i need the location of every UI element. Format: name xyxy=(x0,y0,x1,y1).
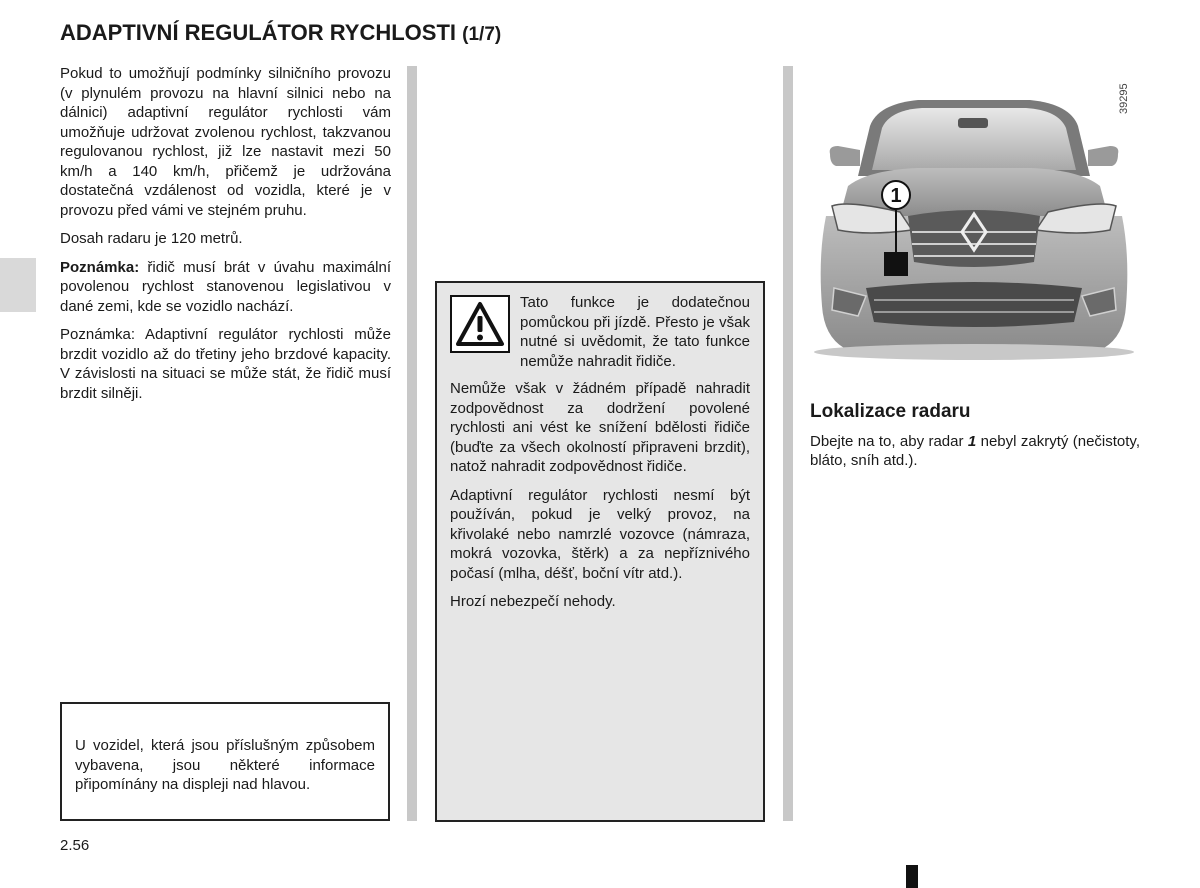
info-note-text: U vozidel, která jsou příslušným způsobem vybavena, jsou některé informace připomínány na displeji nad hlavou. xyxy=(75,737,375,793)
warning-box xyxy=(435,281,765,822)
column-divider-right xyxy=(783,66,793,821)
note-label: Poznámka: xyxy=(60,258,140,276)
figure-id-area xyxy=(1114,70,1144,114)
right-column xyxy=(810,402,1140,480)
left-column xyxy=(60,64,391,412)
figure-id: 39295 xyxy=(1118,83,1130,114)
note-text: řidič musí brát v úvahu maximální povolenou rychlost stanovenou legislativou v dané zemi, kde se vozidlo nachází. xyxy=(60,258,391,315)
intro-paragraph: Pokud to umožňují podmínky silničního provozu (v plynulém provozu na hlavní silnici nebo na dálnici) adaptivní regulátor rychlosti vám umožňuje udržovat zvolenou rychlost, takzvanou regulovanou rychlost, již lze nastavit mezi 50 km/h a 140 km/h, přičemž je udržována dostatečná vzdálenost od vozidla, které je v provozu před vámi ve stejném pruhu. xyxy=(60,65,391,219)
page-title-main: ADAPTIVNÍ REGULÁTOR RYCHLOSTI xyxy=(60,20,457,45)
warning-paragraph-2: Adaptivní regulátor rychlosti nesmí být používán, pokud je velký provoz, na křivolaké nebo namrzlé vozovce (námraza, mokrá vozovka, štěrk) a za nepříznivého počasí (mlha, déšť, boční vítr atd.). xyxy=(450,486,750,582)
radar-location-text: Dbejte na to, aby radar 1 nebyl zakrytý (nečistoty, bláto, sníh atd.). xyxy=(810,432,1140,469)
warning-triangle-icon xyxy=(450,295,510,353)
warning-paragraph-1: Nemůže však v žádném případě nahradit zodpovědnost za dodržení povolené rychlosti ani vést ke snížení bdělosti řidiče (buďte za všech okolností připraveni brzdit), natož nahradit zodpovědnost řidiče. xyxy=(450,380,750,475)
radar-ref: 1 xyxy=(967,432,977,450)
page-title xyxy=(60,20,501,46)
warning-body xyxy=(450,379,750,612)
chapter-side-tab xyxy=(0,258,36,312)
warning-header xyxy=(450,293,750,371)
edge-marker xyxy=(906,865,918,888)
braking-note-paragraph: Poznámka: Adaptivní regulátor rychlosti může brzdit vozidlo až do třetiny jeho brzdové kapacity. V závislosti na situaci se může stát, že řidič musí brzdit silněji. xyxy=(60,326,391,402)
radar-sensor-marker xyxy=(884,252,908,276)
page-title-suffix: (1/7) xyxy=(462,24,502,45)
warning-intro: Tato funkce je dodatečnou pomůckou při jízdě. Přesto je však nutné si uvědomit, že tato funkce nemůže nahradit řidiče. xyxy=(520,294,750,370)
info-note-box xyxy=(60,702,390,821)
page-number: 2.56 xyxy=(60,837,90,854)
warning-paragraph-3: Hrozí nebezpečí nehody. xyxy=(450,593,616,610)
figure-callout-1: 1 xyxy=(890,185,902,207)
radar-location-heading: Lokalizace radaru xyxy=(810,401,971,422)
column-divider-left xyxy=(407,66,417,821)
radar-range-paragraph: Dosah radaru je 120 metrů. xyxy=(60,230,243,247)
note-paragraph xyxy=(60,258,391,317)
car-front-illustration xyxy=(808,66,1140,366)
